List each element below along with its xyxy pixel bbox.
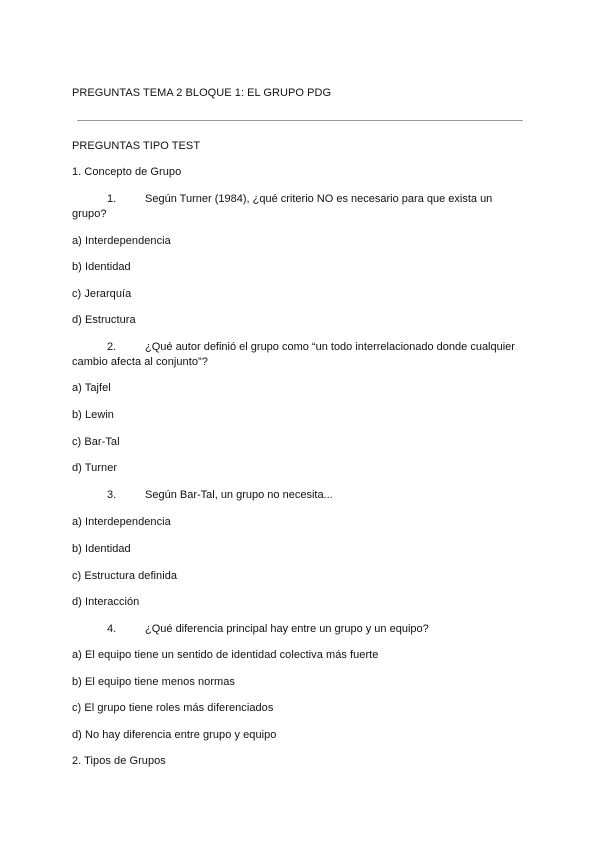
section-heading-2: 2. Tipos de Grupos xyxy=(72,755,166,767)
option-1d: d) Estructura xyxy=(72,314,136,326)
option-3b: b) Identidad xyxy=(72,543,131,555)
option-4a: a) El equipo tiene un sentido de identidad colectiva más fuerte xyxy=(72,649,379,661)
option-3d: d) Interacción xyxy=(72,596,140,608)
question-text-1-cont: grupo? xyxy=(72,208,107,220)
option-2b: b) Lewin xyxy=(72,409,114,421)
option-4d: d) No hay diferencia entre grupo y equipo xyxy=(72,729,277,741)
option-1a: a) Interdependencia xyxy=(72,235,171,247)
question-text-2: ¿Qué autor definió el grupo como “un todo interrelacionado donde cualquier xyxy=(145,341,515,353)
question-number-3: 3. xyxy=(107,489,117,501)
document-title: PREGUNTAS TEMA 2 BLOQUE 1: EL GRUPO PDG xyxy=(72,87,332,99)
option-2a: a) Tajfel xyxy=(72,382,111,394)
option-4b: b) El equipo tiene menos normas xyxy=(72,676,235,688)
question-text-1: Según Turner (1984), ¿qué criterio NO es necesario para que exista un xyxy=(145,193,493,205)
option-3c: c) Estructura definida xyxy=(72,570,178,582)
question-text-4: ¿Qué diferencia principal hay entre un grupo y un equipo? xyxy=(145,623,429,635)
question-text-2-cont: cambio afecta al conjunto”? xyxy=(72,356,208,368)
option-1c: c) Jerarquía xyxy=(72,288,132,300)
option-3a: a) Interdependencia xyxy=(72,516,171,528)
question-number-4: 4. xyxy=(107,623,117,635)
question-text-3: Según Bar-Tal, un grupo no necesita... xyxy=(145,489,333,501)
section-heading-1: 1. Concepto de Grupo xyxy=(72,166,182,178)
option-1b: b) Identidad xyxy=(72,261,131,273)
question-number-1: 1. xyxy=(107,193,117,205)
question-number-2: 2. xyxy=(107,341,117,353)
option-2d: d) Turner xyxy=(72,462,118,474)
option-2c: c) Bar-Tal xyxy=(72,436,120,448)
option-4c: c) El grupo tiene roles más diferenciados xyxy=(72,702,274,714)
subtitle: PREGUNTAS TIPO TEST xyxy=(72,140,201,152)
title-divider xyxy=(77,120,523,121)
